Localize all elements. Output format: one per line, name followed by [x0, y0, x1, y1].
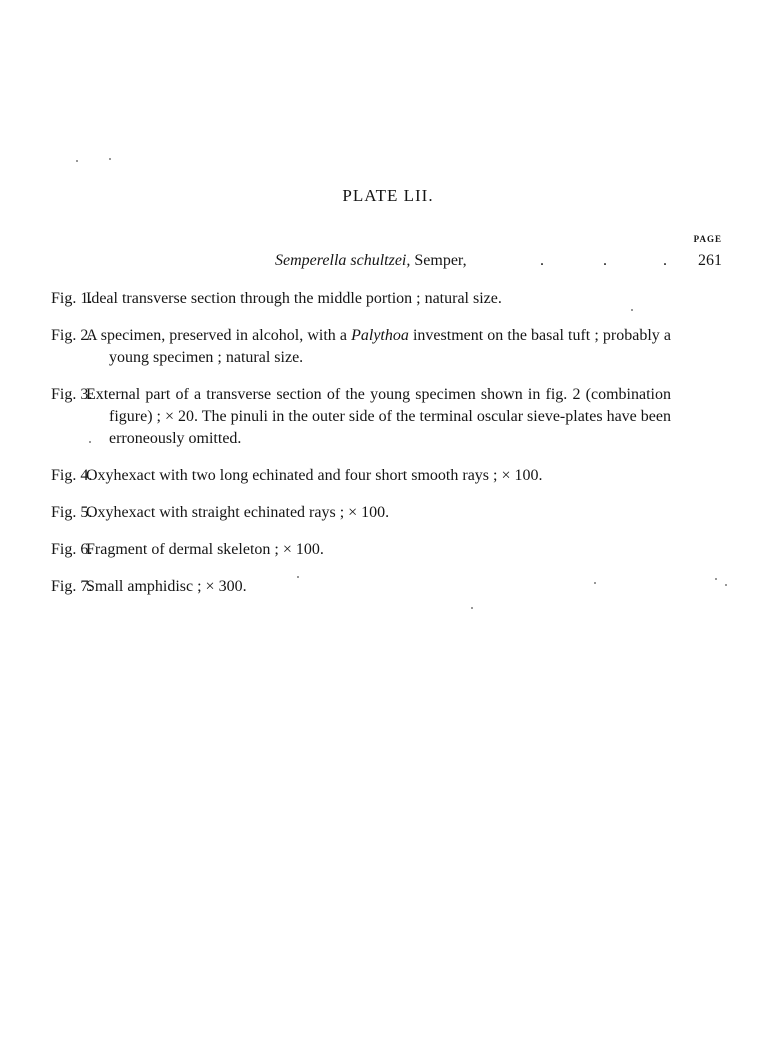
- figure-label: Fig. 1.: [51, 290, 93, 307]
- leader-dot: .: [603, 252, 607, 269]
- leader-dot: .: [540, 252, 544, 269]
- scan-speck: [297, 576, 299, 578]
- figure-description: [86, 576, 671, 598]
- species-name: [275, 252, 467, 270]
- scan-speck: [89, 441, 91, 443]
- figure-label: Fig. 7.: [51, 578, 93, 595]
- species-page-number: 261: [698, 252, 722, 269]
- figure-text: Small amphidisc ; × 300.: [86, 578, 247, 595]
- figure-description: [86, 384, 671, 450]
- figure-entry: [51, 539, 671, 561]
- scan-speck: [725, 584, 727, 586]
- figure-label: Fig. 2.: [51, 327, 93, 344]
- figure-entry: [51, 288, 671, 310]
- figure-description: [86, 325, 671, 369]
- leader-dot: .: [663, 252, 667, 269]
- figure-label: Fig. 4.: [51, 467, 93, 484]
- page-column-heading: PAGE: [693, 234, 722, 244]
- scan-speck: [109, 158, 111, 160]
- figure-text-italic: Palythoa: [351, 327, 409, 344]
- scan-speck: [594, 582, 596, 584]
- figure-entry: [51, 384, 671, 450]
- figure-description: [86, 288, 671, 310]
- figure-entry: [51, 502, 671, 524]
- scan-speck: [631, 309, 633, 311]
- species-author: Semper,: [410, 252, 467, 269]
- figure-text: External part of a transverse section of the young specimen shown in fig. 2 (combination figure) ; × 20. The pinuli in the outer side of the terminal oscular sieve-plates have been erroneously omitted.: [86, 386, 671, 447]
- figure-description: [86, 502, 671, 524]
- figure-description: [86, 539, 671, 561]
- figure-text: Fragment of dermal skeleton ; × 100.: [86, 541, 324, 558]
- figure-text: investment on the basal tuft ; probably a young specimen ; natural size.: [109, 327, 671, 366]
- figure-entry: [51, 325, 671, 369]
- species-name-italic: Semperella schultzei,: [275, 252, 411, 269]
- figure-description: [86, 465, 671, 487]
- figure-label: Fig. 5.: [51, 504, 93, 521]
- figure-label: Fig. 6.: [51, 541, 93, 558]
- figure-text: Oxyhexact with two long echinated and four short smooth rays ; × 100.: [86, 467, 543, 484]
- figure-entry: [51, 465, 671, 487]
- figure-text: Ideal transverse section through the middle portion ; natural size.: [86, 290, 502, 307]
- figure-entry: [51, 576, 671, 598]
- figure-text: A specimen, preserved in alcohol, with a: [86, 327, 352, 344]
- figure-text: Oxyhexact with straight echinated rays ; × 100.: [86, 504, 390, 521]
- plate-title: PLATE LII.: [342, 186, 434, 205]
- figure-label: Fig. 3.: [51, 386, 93, 403]
- scan-speck: [715, 578, 717, 580]
- scan-speck: [76, 160, 78, 162]
- figure-list: [51, 288, 671, 613]
- scan-speck: [471, 607, 473, 609]
